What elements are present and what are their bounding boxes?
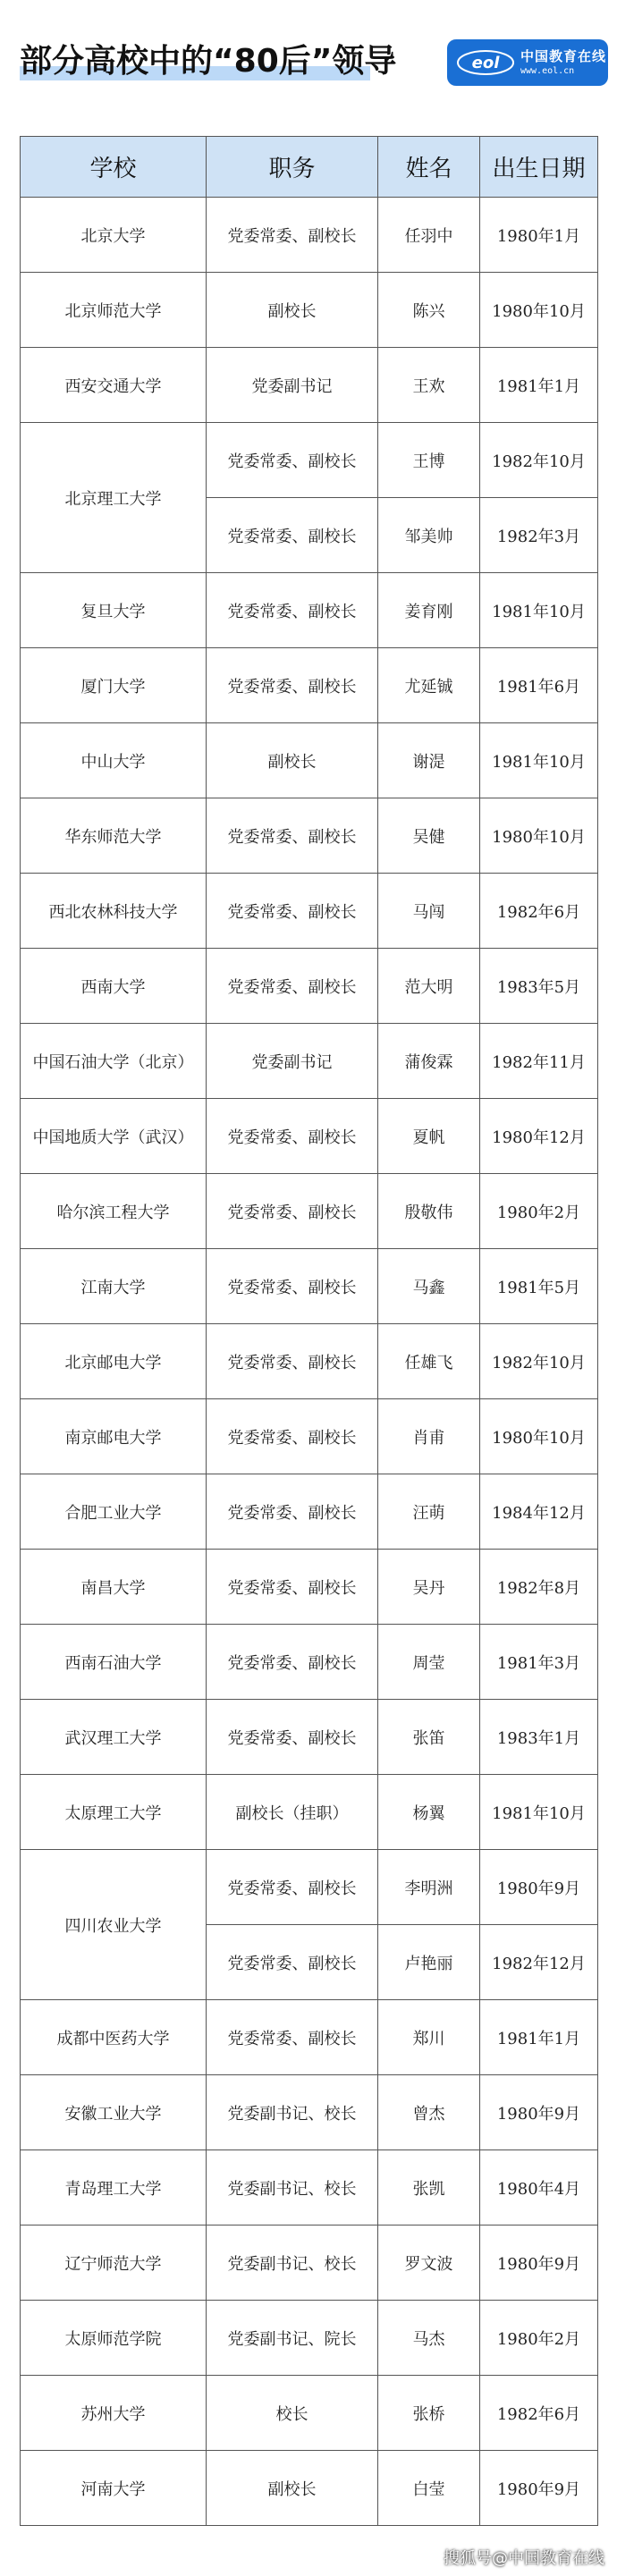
table-row [21, 348, 598, 423]
svg-text:eol: eol [471, 54, 500, 72]
name-cell: 郑川 [378, 2000, 480, 2075]
school-cell: 西南石油大学 [21, 1625, 207, 1700]
table-row [21, 798, 598, 874]
name-cell: 任羽中 [378, 198, 480, 273]
role-cell: 党委常委、副校长 [207, 1925, 378, 2000]
name-cell: 殷敬伟 [378, 1174, 480, 1249]
role-cell: 党委常委、副校长 [207, 1550, 378, 1625]
role-cell: 党委副书记 [207, 348, 378, 423]
role-cell: 党委常委、副校长 [207, 1174, 378, 1249]
role-cell: 党委常委、副校长 [207, 1850, 378, 1925]
table-row [21, 1625, 598, 1700]
name-cell: 白莹 [378, 2451, 480, 2526]
school-cell: 南昌大学 [21, 1550, 207, 1625]
role-cell: 党委副书记、校长 [207, 2225, 378, 2301]
birth-date-cell: 1984年12月 [480, 1474, 598, 1550]
birth-date-cell: 1980年9月 [480, 2075, 598, 2150]
table-row [21, 1850, 598, 1925]
column-header-birth: 出生日期 [480, 137, 598, 198]
column-header-name: 姓名 [378, 137, 480, 198]
table-row [21, 1700, 598, 1775]
footer-credit: 搜狐号@中国教育在线 [444, 2549, 604, 2568]
role-cell: 副校长 [207, 2451, 378, 2526]
role-cell: 党委常委、副校长 [207, 1700, 378, 1775]
eol-logo-icon [456, 47, 515, 78]
name-cell: 吴健 [378, 798, 480, 874]
school-cell: 成都中医药大学 [21, 2000, 207, 2075]
birth-date-cell: 1982年6月 [480, 874, 598, 949]
name-cell: 马闯 [378, 874, 480, 949]
title-block [20, 39, 396, 84]
role-cell: 党委常委、副校长 [207, 1474, 378, 1550]
table-row [21, 273, 598, 348]
birth-date-cell: 1980年9月 [480, 1850, 598, 1925]
logo-url: www.eol.cn [520, 65, 575, 76]
table-row [21, 1324, 598, 1399]
birth-date-cell: 1982年6月 [480, 2376, 598, 2451]
school-cell: 青岛理工大学 [21, 2150, 207, 2225]
role-cell: 党委常委、副校长 [207, 1324, 378, 1399]
school-cell: 江南大学 [21, 1249, 207, 1324]
table-row [21, 1399, 598, 1474]
school-cell: 安徽工业大学 [21, 2075, 207, 2150]
birth-date-cell: 1981年10月 [480, 723, 598, 798]
name-cell: 周莹 [378, 1625, 480, 1700]
name-cell: 姜育刚 [378, 573, 480, 648]
role-cell: 党委常委、副校长 [207, 949, 378, 1024]
table-row [21, 874, 598, 949]
birth-date-cell: 1980年4月 [480, 2150, 598, 2225]
role-cell: 党委常委、副校长 [207, 798, 378, 874]
role-cell: 党委常委、副校长 [207, 1399, 378, 1474]
school-cell: 河南大学 [21, 2451, 207, 2526]
role-cell: 党委常委、副校长 [207, 498, 378, 573]
table-row [21, 1099, 598, 1174]
school-cell: 合肥工业大学 [21, 1474, 207, 1550]
name-cell: 张笛 [378, 1700, 480, 1775]
school-cell: 四川农业大学 [21, 1850, 207, 2000]
table-row [21, 648, 598, 723]
birth-date-cell: 1980年12月 [480, 1099, 598, 1174]
leaders-table [20, 136, 598, 2526]
birth-date-cell: 1981年6月 [480, 648, 598, 723]
table-row [21, 2000, 598, 2075]
school-cell: 中国地质大学（武汉） [21, 1099, 207, 1174]
school-cell: 北京邮电大学 [21, 1324, 207, 1399]
school-cell: 武汉理工大学 [21, 1700, 207, 1775]
name-cell: 蒲俊霖 [378, 1024, 480, 1099]
table-row [21, 2301, 598, 2376]
table-row [21, 423, 598, 498]
school-cell: 华东师范大学 [21, 798, 207, 874]
school-cell: 北京大学 [21, 198, 207, 273]
birth-date-cell: 1981年3月 [480, 1625, 598, 1700]
name-cell: 卢艳丽 [378, 1925, 480, 2000]
role-cell: 党委副书记、校长 [207, 2150, 378, 2225]
name-cell: 夏帆 [378, 1099, 480, 1174]
school-cell: 西安交通大学 [21, 348, 207, 423]
table-row [21, 2451, 598, 2526]
name-cell: 马杰 [378, 2301, 480, 2376]
school-cell: 复旦大学 [21, 573, 207, 648]
birth-date-cell: 1980年10月 [480, 273, 598, 348]
name-cell: 陈兴 [378, 273, 480, 348]
name-cell: 邹美帅 [378, 498, 480, 573]
birth-date-cell: 1983年5月 [480, 949, 598, 1024]
birth-date-cell: 1982年12月 [480, 1925, 598, 2000]
table-row [21, 573, 598, 648]
school-cell: 苏州大学 [21, 2376, 207, 2451]
role-cell: 副校长 [207, 273, 378, 348]
name-cell: 尤延铖 [378, 648, 480, 723]
school-cell: 哈尔滨工程大学 [21, 1174, 207, 1249]
birth-date-cell: 1980年10月 [480, 798, 598, 874]
table-row [21, 198, 598, 273]
school-cell: 太原理工大学 [21, 1775, 207, 1850]
school-cell: 南京邮电大学 [21, 1399, 207, 1474]
role-cell: 副校长 [207, 723, 378, 798]
birth-date-cell: 1980年9月 [480, 2225, 598, 2301]
table-body [21, 198, 598, 2526]
table-row [21, 1775, 598, 1850]
birth-date-cell: 1982年10月 [480, 423, 598, 498]
name-cell: 杨翼 [378, 1775, 480, 1850]
table-row [21, 2225, 598, 2301]
eol-logo [447, 39, 608, 86]
name-cell: 王博 [378, 423, 480, 498]
name-cell: 李明洲 [378, 1850, 480, 1925]
role-cell: 党委常委、副校长 [207, 648, 378, 723]
table-row [21, 723, 598, 798]
school-cell: 中山大学 [21, 723, 207, 798]
birth-date-cell: 1982年10月 [480, 1324, 598, 1399]
name-cell: 张凯 [378, 2150, 480, 2225]
birth-date-cell: 1982年8月 [480, 1550, 598, 1625]
name-cell: 吴丹 [378, 1550, 480, 1625]
school-cell: 中国石油大学（北京） [21, 1024, 207, 1099]
table-row [21, 2376, 598, 2451]
name-cell: 汪萌 [378, 1474, 480, 1550]
page-title: 部分高校中的“80后”领导 [20, 43, 397, 80]
name-cell: 谢湜 [378, 723, 480, 798]
table-row [21, 2150, 598, 2225]
birth-date-cell: 1980年2月 [480, 2301, 598, 2376]
birth-date-cell: 1981年10月 [480, 1775, 598, 1850]
school-cell: 西北农林科技大学 [21, 874, 207, 949]
role-cell: 党委副书记 [207, 1024, 378, 1099]
name-cell: 任雄飞 [378, 1324, 480, 1399]
role-cell: 党委常委、副校长 [207, 198, 378, 273]
column-header-school: 学校 [21, 137, 207, 198]
role-cell: 党委副书记、校长 [207, 2075, 378, 2150]
role-cell: 副校长（挂职） [207, 1775, 378, 1850]
birth-date-cell: 1980年1月 [480, 198, 598, 273]
table-header-row [21, 137, 598, 198]
birth-date-cell: 1980年2月 [480, 1174, 598, 1249]
table-row [21, 1550, 598, 1625]
name-cell: 张桥 [378, 2376, 480, 2451]
role-cell: 党委常委、副校长 [207, 1099, 378, 1174]
school-cell: 太原师范学院 [21, 2301, 207, 2376]
table-row [21, 2075, 598, 2150]
logo-name: 中国教育在线 [520, 47, 607, 64]
birth-date-cell: 1980年9月 [480, 2451, 598, 2526]
role-cell: 党委副书记、院长 [207, 2301, 378, 2376]
role-cell: 校长 [207, 2376, 378, 2451]
column-header-role: 职务 [207, 137, 378, 198]
table-row [21, 1024, 598, 1099]
name-cell: 曾杰 [378, 2075, 480, 2150]
page-header [0, 0, 617, 125]
birth-date-cell: 1982年11月 [480, 1024, 598, 1099]
name-cell: 王欢 [378, 348, 480, 423]
table-row [21, 1174, 598, 1249]
birth-date-cell: 1981年10月 [480, 573, 598, 648]
table-row [21, 1474, 598, 1550]
name-cell: 马鑫 [378, 1249, 480, 1324]
role-cell: 党委常委、副校长 [207, 423, 378, 498]
table-row [21, 1249, 598, 1324]
name-cell: 范大明 [378, 949, 480, 1024]
role-cell: 党委常委、副校长 [207, 1249, 378, 1324]
role-cell: 党委常委、副校长 [207, 1625, 378, 1700]
birth-date-cell: 1981年1月 [480, 348, 598, 423]
school-cell: 西南大学 [21, 949, 207, 1024]
table-row [21, 949, 598, 1024]
birth-date-cell: 1980年10月 [480, 1399, 598, 1474]
name-cell: 罗文波 [378, 2225, 480, 2301]
school-cell: 北京理工大学 [21, 423, 207, 573]
birth-date-cell: 1981年5月 [480, 1249, 598, 1324]
name-cell: 肖甫 [378, 1399, 480, 1474]
birth-date-cell: 1983年1月 [480, 1700, 598, 1775]
school-cell: 北京师范大学 [21, 273, 207, 348]
role-cell: 党委常委、副校长 [207, 2000, 378, 2075]
role-cell: 党委常委、副校长 [207, 874, 378, 949]
birth-date-cell: 1981年1月 [480, 2000, 598, 2075]
role-cell: 党委常委、副校长 [207, 573, 378, 648]
school-cell: 厦门大学 [21, 648, 207, 723]
birth-date-cell: 1982年3月 [480, 498, 598, 573]
school-cell: 辽宁师范大学 [21, 2225, 207, 2301]
